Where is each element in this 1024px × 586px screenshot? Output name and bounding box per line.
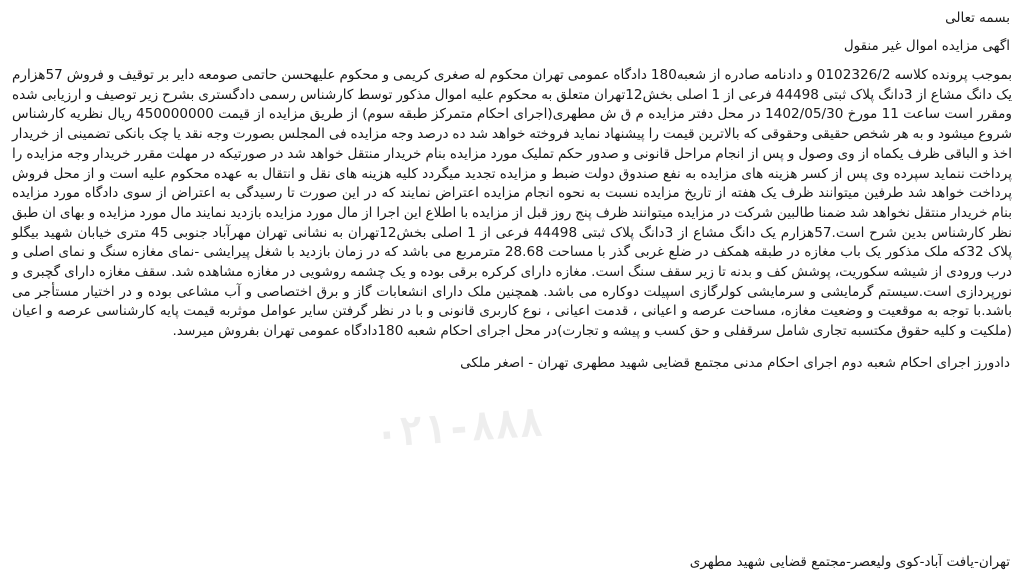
publisher-watermark: ۰۲۱-۸۸۸ — [373, 399, 545, 458]
notice-title: اگهی مزایده اموال غیر منقول — [843, 38, 1010, 54]
court-address: تهران-یافت آباد-کوی ولیعصر-مجتمع قضایی شهید مطهری — [689, 554, 1010, 570]
officer-signature-line: دادورز اجرای احکام شعبه دوم اجرای احکام مدنی مجتمع قضایی شهید مطهری تهران - اصغر ملکی — [460, 354, 1010, 371]
notice-body: بموجب پرونده کلاسه 0102326/2 و دادنامه صادره از شعبه180 دادگاه عمومی تهران محکوم له صغری کریمی و محکوم علیهحسن حاتمی صومعه دایر بر توقیف و فروش 57هزارم یک دانگ مشاع از 3دانگ پلاک ثبتی 44498 فرعی از 1 اصلی بخش12تهران متعلق به محکوم علیه اموال مذکور توسط کارشناس رسمی دادگستری بشرح زیر توصیف و ارزیابی شده ومقرر است ساعت 11 مورخ 1402/05/30 در محل دفتر مزایده م ق ش مطهری(اجرای احکام متمرکز طبقه سوم) از طریق مزایده از قیمت 450000000 ریال نظریه کارشناس شروع میشود و به هر شخص حقیقی وحقوقی که بالاترین قیمت را پیشنهاد نماید فروخته خواهد شد ده درصد وجه مزایده فی المجلس بصورت وجه نقد یا چک بانکی تضمینی از خریدار اخذ و الباقی ظرف یکماه از وی وصول و پس از انجام مراحل قانونی و صدور حکم تملیک مورد مزایده بنام خریدار منتقل خواهد شد در صورتیکه در مهلت مقرر خریدار وجه مزایده را پرداخت ننماید سپرده وی پس از کسر هزینه های مزایده به نفع صندوق دولت ضبط و مزایده تجدید میگردد کلیه هزینه های نقل و انتقال به عهده محکوم علیه است و از محل فروش پرداخت خواهد شد طرفین میتوانند ظرف یک هفته از تاریخ مزایده نسبت به نحوه انجام مزایده اعتراض نمایند که در این صورت تا رسیدگی به اعتراض از سوی دادگاه مورد مزایده بنام خریدار منتقل نخواهد شد ضمنا طالبین شرکت در مزایده میتوانند ظرف پنج روز قبل از مزایده با اطلاع این اجرا از مال مورد مزایده بازدید نمایند مال مورد مزایده و بهای ان طبق نظر کارشناس بدین شرح است.57هزارم یک دانگ مشاع از 3دانگ پلاک ثبتی 44498 فرعی از 1 اصلی بخش12تهران به نشانی تهران مهرآباد جنوبی 45 متری خیابان شهید بیگلو پلاک 32که ملک مذکور یک باب مغازه در طبقه همکف در ضلع غربی گذر با مساحت 28.68 مترمربع می باشد که در زمان بازدید با شغل پیرایشی -نمای مغازه سنگ و نمای اصلی و درب ورودی از شیشه سکوریت، پوشش کف و بدنه تا زیر سقف سنگ است. مغازه دارای کرکره برقی بوده و یک چشمه روشویی در مغازه مشاهده شد. سقف مغازه دارای گچبری و نورپردازی است.سیستم گرمایشی و سرمایشی کولرگازی اسپیلت دوکاره می باشد. همچنین ملک دارای انشعابات گاز و برق اختصاصی و آب مشاعی بوده و در اختیار مستأجر می باشد.با توجه به موقعیت و وضعیت مغازه، مساحت عرصه و اعیانی ، قدمت اعیانی ، نوع کاربری قانونی و با در نظر گرفتن سایر عوامل موثربه قیمت پایه کارشناسی عرصه و اعیان (ملکیت و کلیه حقوق مکتسبه تجاری شامل سرقفلی و حق کسب و پیشه و تجارت)در محل اجرای احکام شعبه 180دادگاه عمومی تهران بفروش میرسد. — [12, 67, 1012, 340]
invocation-heading: بسمه تعالی — [945, 10, 1010, 26]
